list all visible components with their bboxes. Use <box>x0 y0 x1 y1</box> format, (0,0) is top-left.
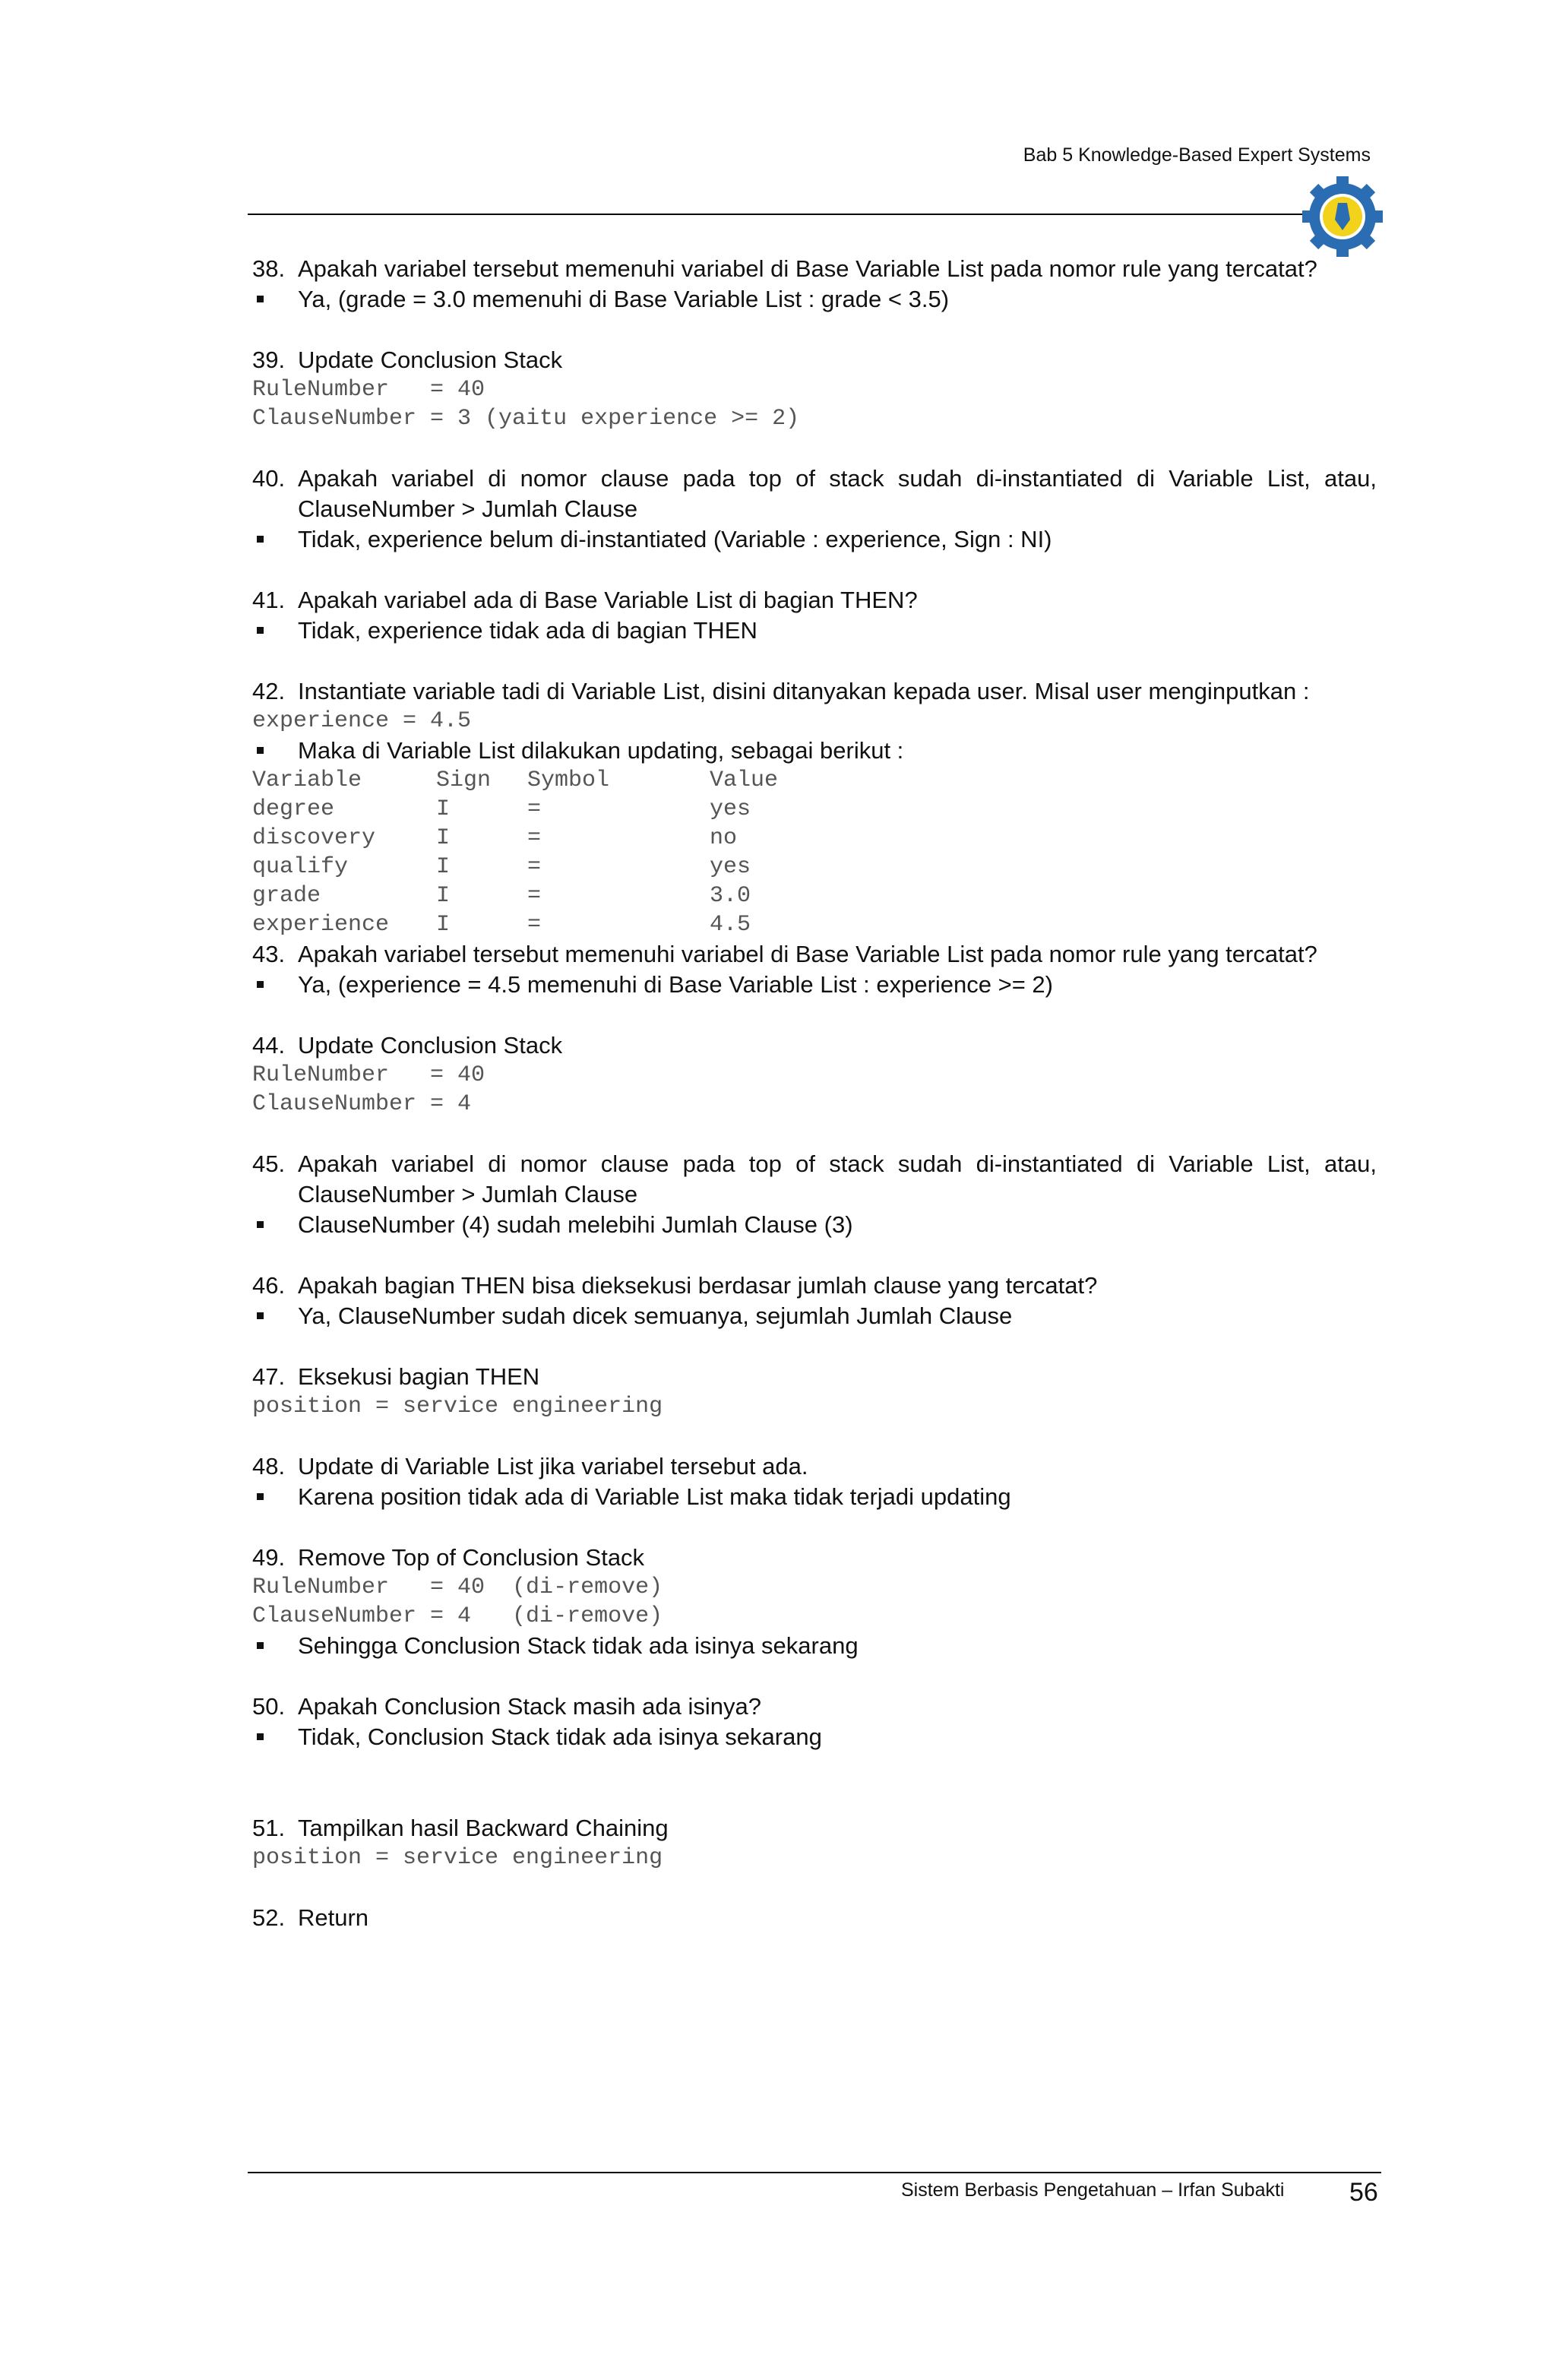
variable-table <box>252 766 1377 939</box>
bullet-item: Maka di Variable List dilakukan updating, sebagai berikut : <box>252 736 1377 766</box>
code-line: RuleNumber = 40 (di-remove) <box>252 1575 663 1600</box>
list-item: 38. Apakah variabel tersebut memenuhi variabel di Base Variable List pada nomor rule yang tercatat? <box>252 255 1317 282</box>
bullet-item: Tidak, experience tidak ada di bagian THEN <box>252 616 1377 646</box>
table-row: experience I = 4.5 <box>252 912 751 938</box>
gear-emblem-icon <box>1302 176 1383 257</box>
list-item: 44. Update Conclusion Stack <box>252 1032 563 1059</box>
bullet-item: Ya, (experience = 4.5 memenuhi di Base Variable List : experience >= 2) <box>252 970 1377 1000</box>
bullet-item: Tidak, Conclusion Stack tidak ada isinya sekarang <box>252 1722 1377 1752</box>
bullet-icon <box>252 1301 298 1331</box>
list-item: 50. Apakah Conclusion Stack masih ada isinya? <box>252 1693 762 1720</box>
code-line: RuleNumber = 40 <box>252 377 485 403</box>
bullet-icon <box>252 284 298 315</box>
bullet-icon <box>252 970 298 1000</box>
bullet-icon <box>252 524 298 555</box>
bullet-icon <box>252 1722 298 1752</box>
bullet-icon <box>252 1482 298 1512</box>
table-row: discovery I = no <box>252 825 738 851</box>
list-item: 51. Tampilkan hasil Backward Chaining <box>252 1815 669 1841</box>
bullet-item: ClauseNumber (4) sudah melebihi Jumlah Clause (3) <box>252 1210 1377 1240</box>
list-item: 52. Return <box>252 1904 369 1931</box>
header-title: Bab 5 Knowledge-Based Expert Systems <box>1023 144 1371 166</box>
footer-text: Sistem Berbasis Pengetahuan – Irfan Subakti <box>901 2179 1285 2201</box>
page-number: 56 <box>1349 2178 1378 2207</box>
header-rule <box>248 214 1319 215</box>
list-item: 43. Apakah variabel tersebut memenuhi variabel di Base Variable List pada nomor rule yang tercatat? <box>252 941 1317 967</box>
list-item: 39. Update Conclusion Stack <box>252 347 563 373</box>
code-line: ClauseNumber = 3 (yaitu experience >= 2) <box>252 406 800 432</box>
list-item: 47. Eksekusi bagian THEN <box>252 1363 540 1390</box>
list-item: 41. Apakah variabel ada di Base Variable List di bagian THEN? <box>252 587 918 613</box>
bullet-item: Karena position tidak ada di Variable List maka tidak terjadi updating <box>252 1482 1377 1512</box>
list-item: 40. Apakah variabel di nomor clause pada top of stack sudah di-instantiated di Variable List, atau, ClauseNumber > Jumlah Clause <box>252 465 1377 522</box>
code-line: experience = 4.5 <box>252 708 472 734</box>
code-line: position = service engineering <box>252 1845 663 1871</box>
code-line: RuleNumber = 40 <box>252 1062 485 1088</box>
list-item: 48. Update di Variable List jika variabel tersebut ada. <box>252 1453 808 1480</box>
bullet-icon <box>252 616 298 646</box>
bullet-icon <box>252 1631 298 1661</box>
page-content <box>252 254 1377 1933</box>
list-item: 42. Instantiate variable tadi di Variable List, disini ditanyakan kepada user. Misal user menginputkan : <box>252 678 1310 704</box>
list-item: 49. Remove Top of Conclusion Stack <box>252 1544 645 1571</box>
list-item: 46. Apakah bagian THEN bisa dieksekusi berdasar jumlah clause yang tercatat? <box>252 1272 1098 1299</box>
code-line: ClauseNumber = 4 <box>252 1091 472 1117</box>
bullet-icon <box>252 1210 298 1240</box>
table-row: grade I = 3.0 <box>252 883 751 909</box>
bullet-item: Ya, ClauseNumber sudah dicek semuanya, sejumlah Jumlah Clause <box>252 1301 1377 1331</box>
bullet-item: Sehingga Conclusion Stack tidak ada isinya sekarang <box>252 1631 1377 1661</box>
bullet-item: Tidak, experience belum di-instantiated (Variable : experience, Sign : NI) <box>252 524 1377 555</box>
table-row: degree I = yes <box>252 796 751 822</box>
code-line: ClauseNumber = 4 (di-remove) <box>252 1603 663 1629</box>
bullet-icon <box>252 736 298 766</box>
list-item: 45. Apakah variabel di nomor clause pada top of stack sudah di-instantiated di Variable List, atau, ClauseNumber > Jumlah Clause <box>252 1150 1377 1207</box>
code-line: position = service engineering <box>252 1394 663 1419</box>
footer-rule <box>248 2172 1381 2173</box>
bullet-item: Ya, (grade = 3.0 memenuhi di Base Variable List : grade < 3.5) <box>252 284 1377 315</box>
table-header-row: Variable Sign Symbol Value <box>252 767 779 793</box>
table-row: qualify I = yes <box>252 854 751 880</box>
